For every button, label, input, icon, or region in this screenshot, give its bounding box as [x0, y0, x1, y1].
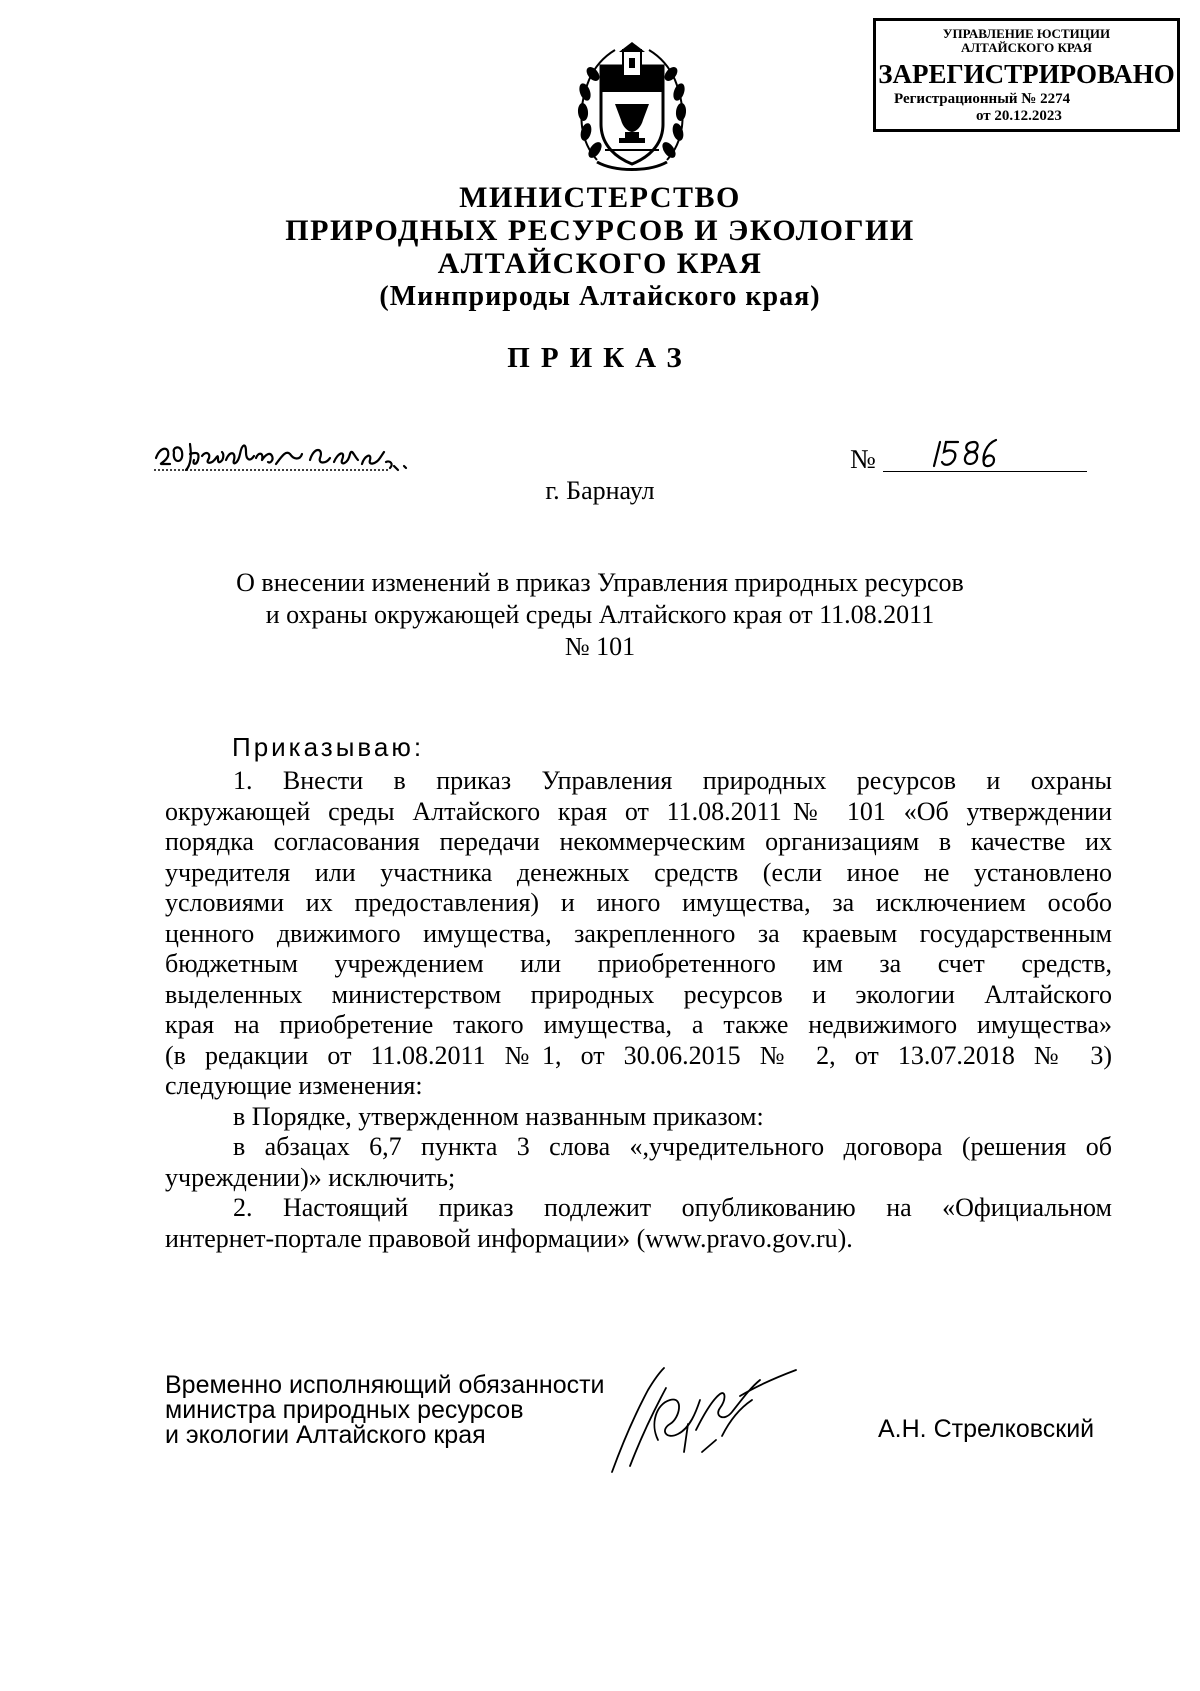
order-body	[165, 766, 1112, 1254]
ordering-word: Приказываю:	[232, 732, 425, 762]
signer-position	[165, 1373, 605, 1448]
stamp-reg-date: от 20.12.2023	[976, 108, 1062, 124]
paragraph1-line: учредителя или участника денежных средств (если иное не установлено	[165, 857, 1112, 887]
stamp-department	[876, 27, 1177, 55]
registration-stamp	[873, 18, 1180, 132]
paragraph1-line: следующие изменения:	[165, 1071, 423, 1100]
handwritten-signature	[600, 1360, 810, 1480]
handwritten-number-text: 1586	[930, 436, 932, 437]
signer-position-line1: Временно исполняющий обязанности	[165, 1371, 605, 1399]
paragraph1-line: выделенных министерством природных ресурсов и экологии Алтайского	[165, 979, 1112, 1009]
stamp-status: ЗАРЕГИСТРИРОВАНО	[878, 59, 1175, 89]
handwritten-number	[930, 436, 1010, 470]
ministry-title-line2: ПРИРОДНЫХ РЕСУРСОВ И ЭКОЛОГИИ	[285, 214, 915, 247]
paragraph2-line: интернет-портале правовой информации» (www.pravo.gov.ru).	[165, 1223, 853, 1253]
ministry-title-line1: МИНИСТЕРСТВО	[459, 181, 741, 214]
subject-line2: и охраны окружающей среды Алтайского края от 11.08.2011	[265, 600, 935, 629]
paragraph1-line: (в редакции от 11.08.2011 №1, от 30.06.2015 № 2, от 13.07.2018 № 3)	[165, 1040, 1112, 1070]
ministry-short-name: (Минприроды Алтайского края)	[379, 281, 821, 312]
ministry-header	[0, 181, 1200, 314]
procedure-paragraph: в Порядке, утвержденном названным приказом:	[233, 1101, 764, 1131]
paragraph1-line: порядка согласования передачи некоммерческим организациям в качестве их	[165, 827, 1112, 856]
paragraph1-line: ценного движимого имущества, закрепленного за краевым государственным	[165, 918, 1112, 948]
paragraph2-line: 2. Настоящий приказ подлежит опубликованию на «Официальном	[233, 1193, 1112, 1222]
stamp-department-line2: АЛТАЙСКОГО КРАЯ	[961, 40, 1092, 55]
handwritten-date-text: 20 декабря 2023 г.	[150, 430, 158, 431]
number-label: №	[850, 444, 876, 474]
number-underline	[883, 471, 1087, 472]
stamp-department-line1: УПРАВЛЕНИЕ ЮСТИЦИИ	[942, 26, 1111, 41]
signer-name: А.Н. Стрелковский	[878, 1415, 1095, 1443]
document-type: ПРИКАЗ	[507, 342, 693, 374]
handwritten-date	[150, 430, 412, 474]
paragraph1-line: 1. Внести в приказ Управления природных ресурсов и охраны	[233, 766, 1112, 795]
paragraph1-line: окружающей среды Алтайского края от 11.08.2011№ 101 «Об утверждении	[165, 796, 1112, 826]
subject-line3: № 101	[564, 632, 636, 661]
abzac-paragraph-line: учреждении)» исключить;	[165, 1162, 456, 1192]
paragraph1-line: условиями их предоставления) и иного имущества, за исключением особо	[165, 888, 1112, 917]
coat-of-arms-emblem	[575, 40, 689, 178]
signer-position-line2: министра природных ресурсов	[165, 1396, 524, 1424]
stamp-reg-number: Регистрационный № 2274	[894, 91, 1071, 107]
document-subject	[0, 567, 1200, 663]
city: г. Барнаул	[545, 476, 655, 505]
paragraph1-line: края на приобретение такого имущества, а также недвижимого имущества»	[165, 1010, 1112, 1039]
paragraph1-line: бюджетным учреждением или приобретенного им за счет средств,	[165, 949, 1112, 978]
signer-position-line3: и экологии Алтайского края	[165, 1421, 486, 1449]
ministry-title-line3: АЛТАЙСКОГО КРАЯ	[437, 247, 763, 280]
subject-line1: О внесении изменений в приказ Управления природных ресурсов	[236, 568, 964, 597]
abzac-paragraph-line: в абзацах 6,7 пункта 3 слова «,учредительного договора (решения об	[233, 1132, 1112, 1161]
